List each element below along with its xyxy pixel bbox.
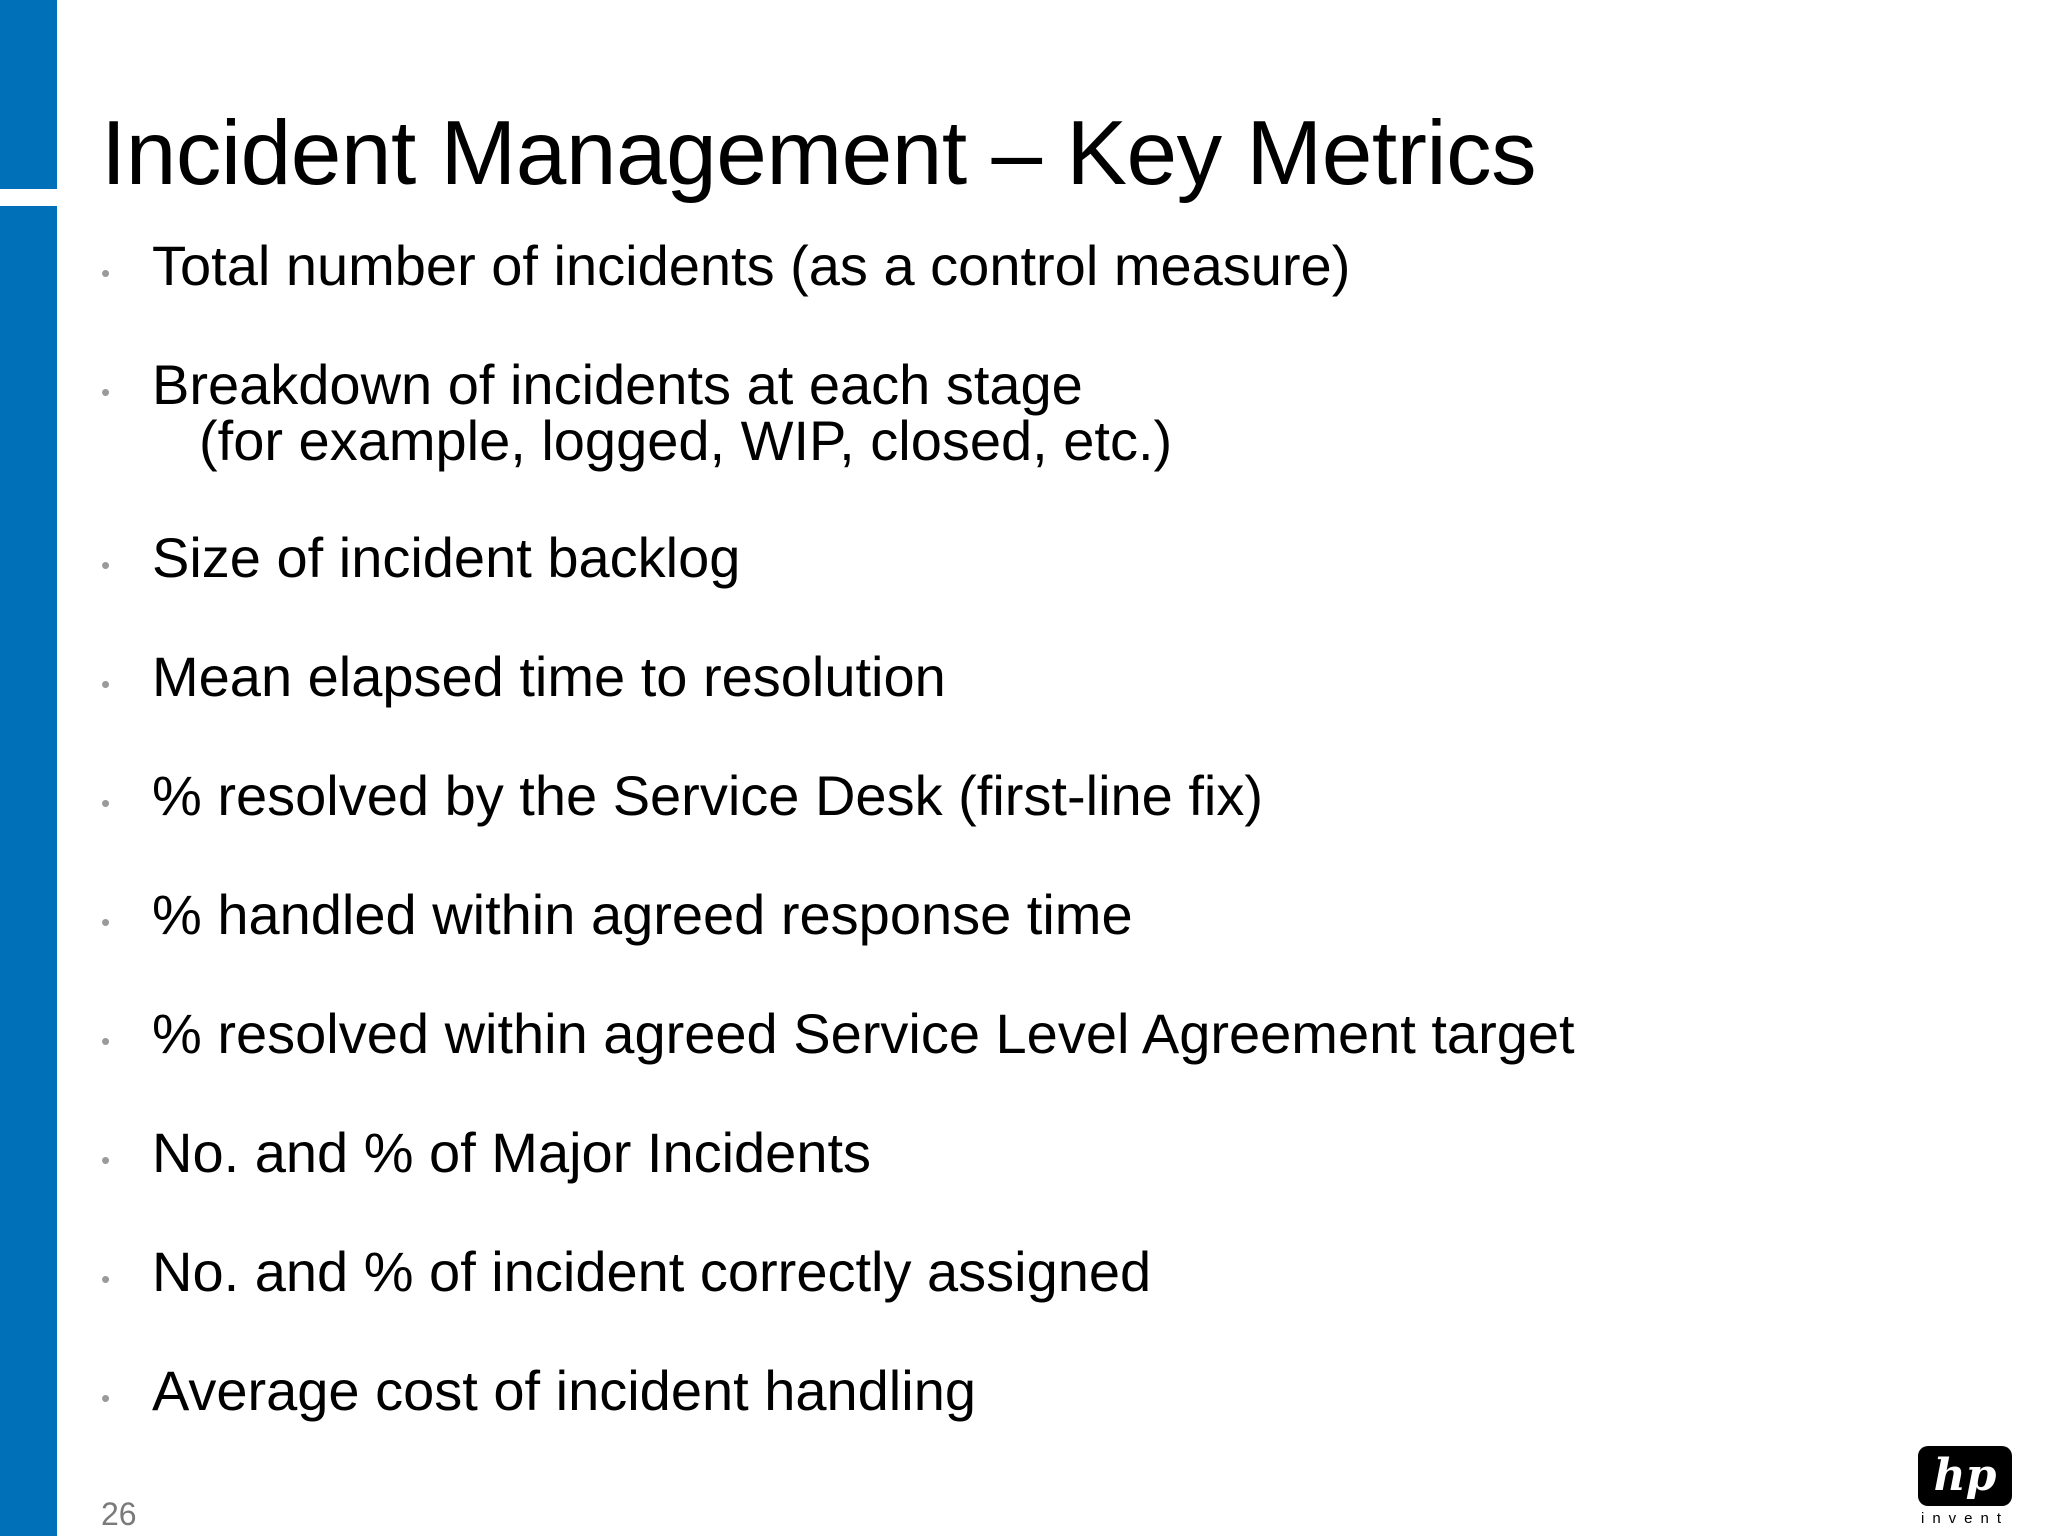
slide-title: Incident Management – Key Metrics bbox=[101, 103, 1537, 204]
bullet-dot-icon: • bbox=[101, 1383, 111, 1413]
bullet-dot-icon: • bbox=[101, 550, 111, 580]
bullet-dot-icon: • bbox=[101, 1264, 111, 1294]
bullet-subtext: (for example, logged, WIP, closed, etc.) bbox=[199, 409, 1173, 472]
bullet-dot-icon: • bbox=[101, 258, 111, 288]
bullet-text: No. and % of incident correctly assigned bbox=[152, 1240, 1152, 1303]
bullet-text: % resolved within agreed Service Level Agreement target bbox=[152, 1002, 1575, 1065]
bullet-dot-icon: • bbox=[101, 907, 111, 937]
page-number: 26 bbox=[101, 1496, 137, 1532]
bullet-text: Total number of incidents (as a control measure) bbox=[152, 234, 1351, 297]
bullet-text: Average cost of incident handling bbox=[152, 1359, 976, 1422]
bullet-text: No. and % of Major Incidents bbox=[152, 1121, 872, 1184]
bullet-dot-icon: • bbox=[101, 1026, 111, 1056]
bullet-dot-icon: • bbox=[101, 1145, 111, 1175]
bullet-dot-icon: • bbox=[101, 669, 111, 699]
bullet-dot-icon: • bbox=[101, 377, 111, 407]
logo-tagline: invent bbox=[1920, 1510, 2010, 1527]
logo-mark: hp bbox=[1933, 1450, 1997, 1501]
bullet-dot-icon: • bbox=[101, 788, 111, 818]
bullet-text: Size of incident backlog bbox=[152, 526, 741, 589]
bullet-text: % resolved by the Service Desk (first-line fix) bbox=[152, 764, 1264, 827]
bullet-text: % handled within agreed response time bbox=[152, 883, 1133, 946]
hp-logo-icon bbox=[1918, 1446, 2012, 1526]
bullet-text: Breakdown of incidents at each stage bbox=[152, 353, 1083, 416]
bullet-text: Mean elapsed time to resolution bbox=[152, 645, 946, 708]
logo-badge bbox=[1918, 1446, 2012, 1506]
